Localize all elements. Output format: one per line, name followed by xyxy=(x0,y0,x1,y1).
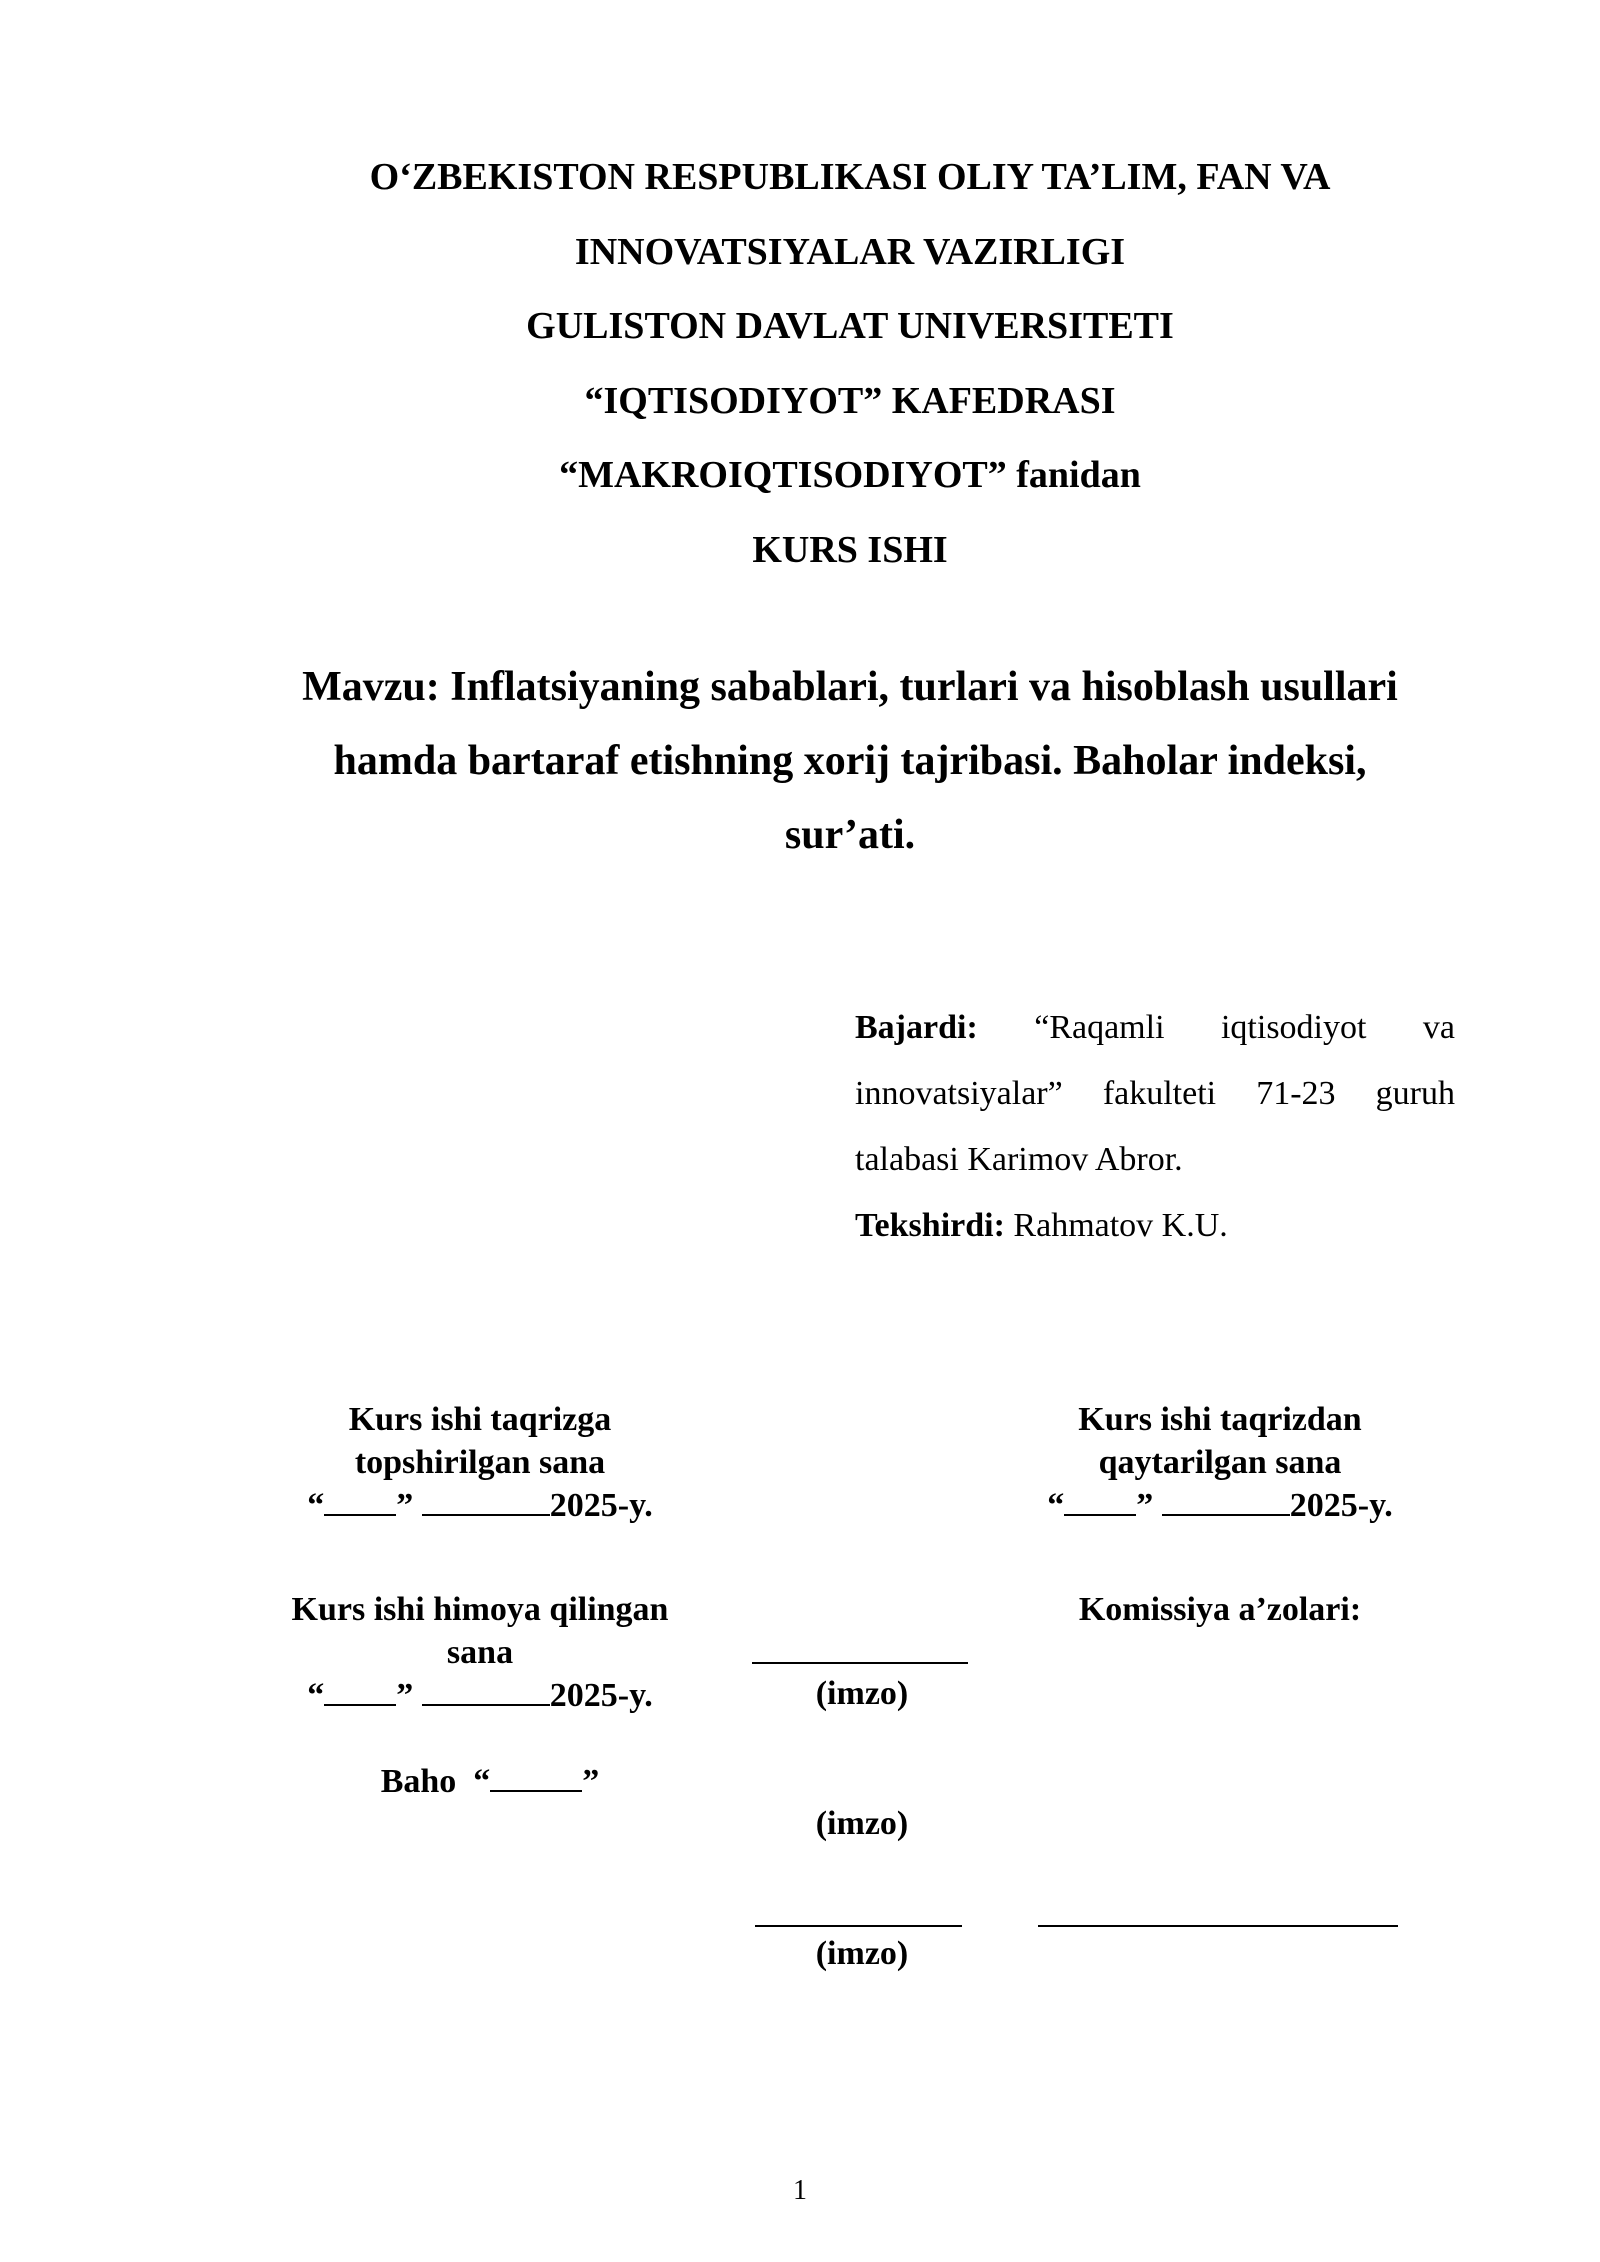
day-blank xyxy=(1064,1484,1136,1516)
topic-line-3: sur’ati. xyxy=(784,812,916,858)
topic-line-1: Mavzu: Inflatsiyaning sabablari, turlari va hisoblash usullari xyxy=(302,664,1398,710)
tekshirdi-label: Tekshirdi: xyxy=(855,1207,1005,1244)
commission-label: Komissiya a’zolari: xyxy=(1078,1591,1362,1628)
signature-caption-3: (imzo) xyxy=(815,1935,909,1972)
month-blank xyxy=(1162,1484,1290,1516)
month-blank xyxy=(422,1674,550,1706)
returned-line-2: qaytarilgan sana xyxy=(1098,1444,1342,1481)
document-header xyxy=(200,140,1500,587)
author-line-2 xyxy=(855,1061,1455,1127)
submitted-line-1: Kurs ishi taqrizga xyxy=(348,1401,612,1438)
grade-blank xyxy=(490,1760,582,1792)
topic-line-2: hamda bartaraf etishning xorij tajribasi. Baholar indeksi, xyxy=(333,738,1367,784)
grade-block: Baho “ ” xyxy=(290,1760,690,1803)
day-blank xyxy=(324,1674,396,1706)
commission-signature-line xyxy=(1038,1925,1398,1927)
ministry-line-1: O‘ZBEKISTON RESPUBLIKASI OLIY TA’LIM, FAN VA xyxy=(369,156,1331,198)
author-word: fakulteti xyxy=(1102,1075,1217,1112)
author-word: iqtisodiyot xyxy=(1220,1009,1367,1046)
author-word: “Raqamli xyxy=(1034,1009,1165,1046)
author-word: innovatsiyalar” xyxy=(855,1075,1063,1112)
signature-line xyxy=(755,1925,962,1927)
department-name: “IQTISODIYOT” KAFEDRASI xyxy=(584,379,1116,422)
submitted-date: “ ” 2025-y. xyxy=(260,1484,700,1527)
defended-date-block xyxy=(240,1588,720,1717)
returned-date-block xyxy=(1000,1398,1440,1527)
submitted-line-2: topshirilgan sana xyxy=(354,1444,606,1481)
defended-line-1: Kurs ishi himoya qilingan xyxy=(291,1591,669,1628)
document-type: KURS ISHI xyxy=(752,528,948,571)
author-info xyxy=(855,995,1455,1259)
supervisor-line xyxy=(855,1193,1455,1259)
author-line-1 xyxy=(855,995,1455,1061)
defended-line-2: sana xyxy=(446,1634,514,1671)
submitted-date-block xyxy=(260,1398,700,1527)
author-word: 71-23 xyxy=(1256,1075,1336,1112)
author-word: va xyxy=(1422,1009,1455,1046)
university-name: GULISTON DAVLAT UNIVERSITETI xyxy=(526,305,1174,347)
signature-caption-1: (imzo) xyxy=(815,1675,909,1712)
author-line-3: talabasi Karimov Abror. xyxy=(855,1141,1183,1178)
bajardi-label: Bajardi: xyxy=(855,1009,978,1046)
grade-label: Baho xyxy=(380,1763,457,1800)
defended-date: “ ” 2025-y. xyxy=(240,1674,720,1717)
day-blank xyxy=(324,1484,396,1516)
returned-line-1: Kurs ishi taqrizdan xyxy=(1078,1401,1362,1438)
subject-name: “MAKROIQTISODIYOT” fanidan xyxy=(559,454,1141,496)
returned-date: “ ” 2025-y. xyxy=(1000,1484,1440,1527)
topic-block xyxy=(200,650,1500,872)
month-blank xyxy=(422,1484,550,1516)
supervisor-name: Rahmatov K.U. xyxy=(1013,1207,1228,1244)
signature-line xyxy=(752,1662,968,1664)
ministry-line-2: INNOVATSIYALAR VAZIRLIGI xyxy=(574,230,1126,273)
page-number: 1 xyxy=(793,2175,807,2206)
signature-caption-2: (imzo) xyxy=(815,1805,909,1842)
author-word: guruh xyxy=(1375,1075,1455,1112)
